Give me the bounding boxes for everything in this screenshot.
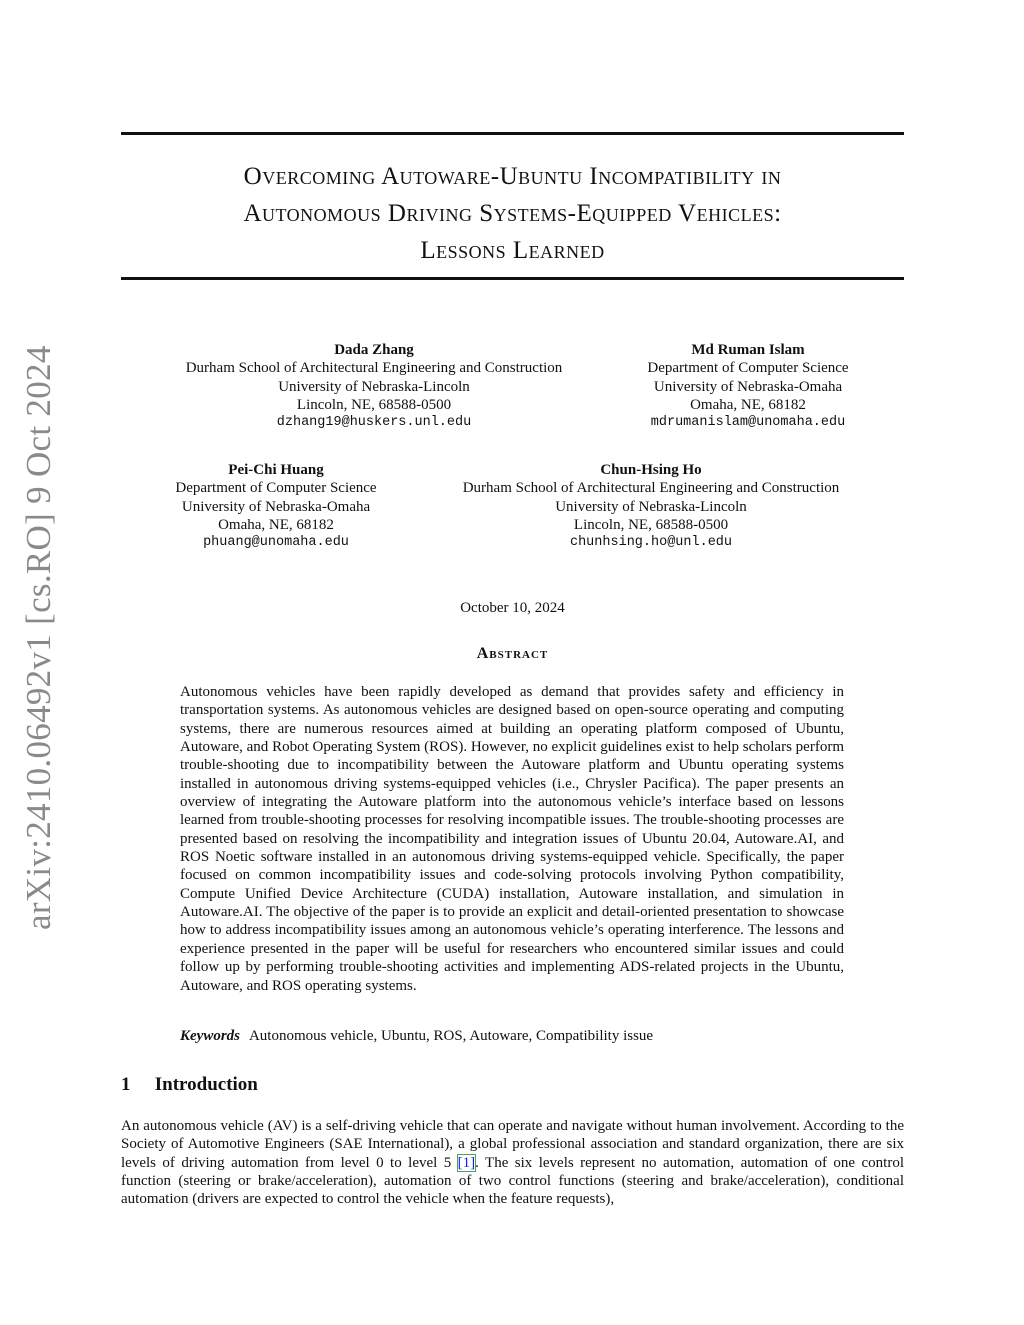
arxiv-identifier-stamp: arXiv:2410.06492v1 [cs.RO] 9 Oct 2024 bbox=[19, 345, 58, 930]
title-line-2: Autonomous Driving Systems-Equipped Vehicles: bbox=[243, 200, 782, 227]
section-heading-introduction bbox=[121, 1074, 258, 1096]
author-address: Lincoln, NE, 68588-0500 bbox=[573, 516, 729, 533]
title-line-3: Lessons Learned bbox=[420, 237, 605, 264]
title-bottom-rule bbox=[121, 277, 904, 280]
citation-link[interactable]: [1] bbox=[457, 1154, 476, 1171]
author-name: Chun-Hsing Ho bbox=[600, 462, 702, 478]
author-email[interactable]: dzhang19@huskers.unl.edu bbox=[276, 415, 472, 431]
author-name: Pei-Chi Huang bbox=[228, 462, 324, 478]
author-email[interactable]: mdrumanislam@unomaha.edu bbox=[650, 415, 846, 431]
author-block-4 bbox=[440, 461, 862, 552]
section-title: Introduction bbox=[154, 1074, 258, 1095]
author-address: Lincoln, NE, 68588-0500 bbox=[296, 396, 452, 413]
paper-title bbox=[121, 158, 904, 269]
section-number: 1 bbox=[121, 1074, 131, 1095]
author-affiliation: Department of Computer Science bbox=[175, 480, 377, 497]
author-email[interactable]: phuang@unomaha.edu bbox=[203, 535, 349, 551]
keywords-line bbox=[180, 1028, 844, 1045]
intro-text-part-1: An autonomous vehicle (AV) is a self-driving vehicle that can operate and navigate without human involvement. According to the Society of Automotive Engineers (SAE International), a global professional association and standard organization, there are six levels of driving automation from level 0 to level 5 bbox=[121, 1118, 904, 1171]
author-university: University of Nebraska-Lincoln bbox=[278, 378, 470, 395]
author-block-1 bbox=[163, 341, 585, 432]
keywords-text: Autonomous vehicle, Ubuntu, ROS, Autoware, Compatibility issue bbox=[248, 1028, 654, 1044]
author-address: Omaha, NE, 68182 bbox=[218, 516, 334, 533]
author-affiliation: Durham School of Architectural Engineering and Construction bbox=[462, 480, 840, 497]
author-name: Dada Zhang bbox=[334, 342, 414, 358]
author-university: University of Nebraska-Lincoln bbox=[555, 498, 747, 515]
title-line-1: Overcoming Autoware-Ubuntu Incompatibility in bbox=[243, 163, 782, 190]
abstract-heading: Abstract bbox=[476, 645, 549, 662]
author-block-2 bbox=[634, 341, 862, 432]
author-university: University of Nebraska-Omaha bbox=[181, 498, 371, 515]
keywords-label: Keywords bbox=[180, 1028, 240, 1044]
author-email[interactable]: chunhsing.ho@unl.edu bbox=[569, 535, 733, 551]
introduction-paragraph bbox=[121, 1117, 904, 1209]
author-name: Md Ruman Islam bbox=[691, 342, 805, 358]
abstract-body: Autonomous vehicles have been rapidly developed as demand that provides safety and efficiency in transportation systems. As autonomous vehicles are designed based on open-source operating and computing systems, there are numerous resources aimed at building an operating platform composed of Ubuntu, Autoware, and Robot Operating System (ROS). However, no explicit guidelines exist to help scholars perform trouble-shooting due to incompatibility between the Autoware platform and Ubuntu operating systems installed in autonomous driving systems-equipped vehicles (i.e., Chrysler Pacifica). The paper presents an overview of integrating the Autoware platform into the autonomous vehicle’s interface based on lessons learned from trouble-shooting processes for resolving incompatible issues. The trouble-shooting processes are presented based on resolving the incompatibility and integration issues of Ubuntu 20.04, Autoware.AI, and ROS Noetic software installed in an autonomous driving systems-equipped vehicle. Specifically, the paper focused on common incompatibility issues and code-solving protocols involving Python compatibility, Compute Unified Device Architecture (CUDA) installation, Autoware installation, and simulation in Autoware.AI. The objective of the paper is to provide an explicit and detail-oriented presentation to showcase how to address incompatibility issues among an autonomous vehicle’s operating interference. The lessons and experience presented in the paper will be useful for researchers who encountered similar issues and could follow up by performing trouble-shooting activities and implementing ADS-related projects in the Ubuntu, Autoware, and ROS operating systems. bbox=[180, 684, 844, 994]
author-address: Omaha, NE, 68182 bbox=[690, 396, 806, 413]
intro-text-part-2: . The six levels represent no automation, automation of one control function (steering or brake/acceleration), automation of two control functions (steering and brake/acceleration), conditional automation (drivers are expected to control the vehicle when the feature requests), bbox=[121, 1154, 904, 1208]
paper-date: October 10, 2024 bbox=[460, 600, 565, 616]
author-block-3 bbox=[162, 461, 390, 552]
author-affiliation: Durham School of Architectural Engineering and Construction bbox=[185, 360, 563, 377]
title-top-rule bbox=[121, 132, 904, 135]
author-affiliation: Department of Computer Science bbox=[647, 360, 849, 377]
author-university: University of Nebraska-Omaha bbox=[653, 378, 843, 395]
